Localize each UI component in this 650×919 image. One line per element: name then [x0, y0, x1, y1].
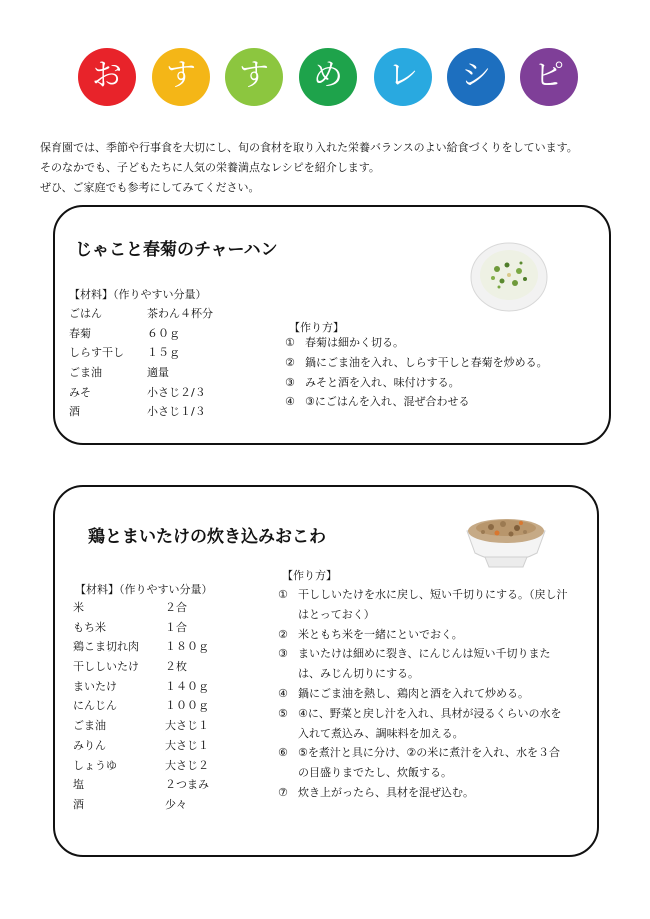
intro-line: ぜひ、ご家庭でも参考にしてみてください。: [40, 181, 260, 194]
ingredients-heading: 【材料】（作りやすい分量）: [75, 583, 213, 596]
title-circle: め: [299, 48, 357, 106]
list-item: ① 干ししいたけを水に戻し、短い千切りにする。（戻し汁はとっておく）: [278, 588, 568, 621]
recipe-title: 鶏とまいたけの炊き込みおこわ: [88, 527, 326, 547]
steps-heading: 【作り方】: [289, 321, 344, 334]
list-item: にんじん １００ｇ: [73, 699, 209, 713]
list-item: ③ みそと酒を入れ、味付けする。: [285, 375, 460, 389]
fried-rice-photo: [469, 235, 549, 315]
list-item: 米 ２合: [73, 601, 187, 614]
ingredients-list: [73, 599, 263, 816]
recipe-card-okowa: [53, 485, 599, 857]
steps-heading: 【作り方】: [282, 569, 337, 582]
list-item: 干ししいたけ ２枚: [73, 660, 187, 674]
recipe-title: じゃこと春菊のチャーハン: [75, 240, 278, 260]
title-circle: す: [152, 48, 210, 106]
list-item: 春菊 ６０ｇ: [69, 326, 180, 340]
title-circle: レ: [374, 48, 432, 106]
list-item: ごはん 茶わん４杯分: [69, 307, 213, 320]
list-item: 塩 ２つまみ: [73, 778, 209, 792]
list-item: ④ ③にごはんを入れ、混ぜ合わせる: [285, 395, 470, 409]
steps-list: [278, 585, 568, 803]
list-item: ② 鍋にごま油を入れ、しらす干しと春菊を炒める。: [285, 355, 548, 369]
list-item: ⑦ 炊き上がったら、具材を混ぜ込む。: [278, 785, 474, 799]
list-item: ③ まいたけは細めに裂き、にんじんは短い千切りまたは、みじん切りにする。: [278, 647, 551, 681]
title-circle: す: [225, 48, 283, 106]
list-item: 鶏こま切れ肉 １８０ｇ: [73, 640, 209, 654]
okowa-photo: [463, 509, 549, 571]
steps-list: [285, 333, 585, 412]
header-title: [78, 48, 578, 110]
list-item: もち米 １合: [73, 620, 187, 634]
intro-line: 保育園では、季節や行事食を大切にし、旬の食材を取り入れた栄養バランスのよい給食づくりをしています。: [40, 141, 578, 154]
list-item: ごま油 適量: [69, 366, 169, 380]
list-item: 酒 小さじ１/３: [69, 405, 206, 419]
title-circle: シ: [447, 48, 505, 106]
list-item: ④ 鍋にごま油を熱し、鶏肉と酒を入れて炒める。: [278, 686, 529, 700]
intro-line: そのなかでも、子どもたちに人気の栄養満点なレシピを紹介します。: [40, 161, 380, 174]
intro-text: [40, 138, 578, 198]
ingredients-heading: 【材料】（作りやすい分量）: [69, 288, 207, 301]
list-item: ② 米ともち米を一緒にといでおく。: [278, 627, 463, 641]
title-circle: ピ: [520, 48, 578, 106]
list-item: しょうゆ 大さじ２: [73, 758, 209, 772]
ingredients-list: [69, 305, 249, 423]
list-item: ① 春菊は細かく切る。: [285, 336, 404, 349]
list-item: みそ 小さじ２/３: [69, 385, 206, 399]
list-item: ⑤ ④に、野菜と戻し汁を入れ、具材が浸るくらいの水を入れて煮込み、調味料を加える。: [278, 706, 562, 740]
list-item: みりん 大さじ１: [73, 738, 209, 752]
title-circle: お: [78, 48, 136, 106]
list-item: 酒 少々: [73, 797, 187, 811]
list-item: まいたけ １４０ｇ: [73, 679, 209, 693]
list-item: ⑥ ⑤を煮汁と具に分け、②の米に煮汁を入れ、水を３合の目盛りまでたし、炊飯する。: [278, 746, 560, 780]
list-item: ごま油 大さじ１: [73, 719, 209, 733]
recipe-card-fried-rice: [53, 205, 611, 445]
list-item: しらす干し １５ｇ: [69, 346, 180, 360]
